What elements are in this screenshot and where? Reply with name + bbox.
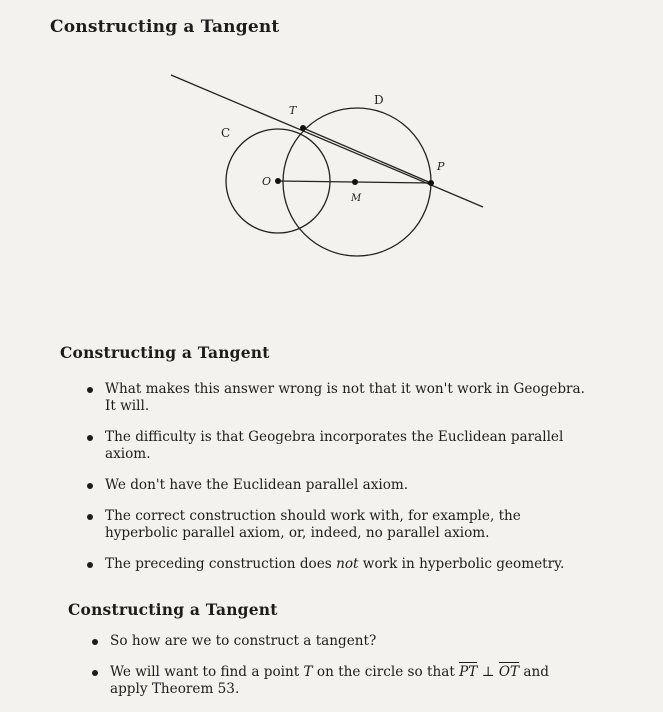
label-c: C (221, 126, 231, 140)
perpendicular-symbol: ⊥ (481, 664, 495, 680)
point-t (300, 125, 306, 131)
list-item: What makes this answer wrong is not that it won't work in Geogebra. It will. (85, 381, 590, 415)
slide3-bullet-list (90, 633, 590, 712)
label-m: M (351, 193, 362, 204)
slide3-title: Constructing a Tangent (68, 600, 278, 619)
list-item: We will want to find a point T on the circle so that PT ⊥ OT and apply Theorem 53. (90, 664, 590, 698)
label-t: T (289, 104, 297, 117)
tangent-line (171, 75, 483, 207)
vector-ot: OT (498, 664, 520, 680)
point-m (352, 179, 358, 185)
segment-tp (303, 128, 431, 183)
label-o: O (262, 175, 272, 188)
list-item: So how are we to construct a tangent? (90, 633, 590, 650)
point-p (428, 180, 434, 186)
point-o (275, 178, 281, 184)
emphasis-not: not (336, 556, 359, 572)
slide1-title: Constructing a Tangent (50, 17, 280, 37)
list-item: The preceding construction does not work in hyperbolic geometry. (85, 556, 590, 573)
label-p: P (437, 160, 445, 173)
list-item: We don't have the Euclidean parallel axiom. (85, 477, 590, 494)
slide2-bullet-list (85, 381, 590, 587)
slide2-title: Constructing a Tangent (60, 343, 270, 362)
var-t: T (303, 664, 313, 680)
list-item: The difficulty is that Geogebra incorporates the Euclidean parallel axiom. (85, 429, 590, 463)
vector-pt: PT (459, 664, 478, 680)
label-d: D (374, 93, 384, 107)
list-item: The correct construction should work with, for example, the hyperbolic parallel axiom, or, indeed, no parallel axiom. (85, 508, 590, 542)
tangent-diagram (0, 0, 663, 340)
